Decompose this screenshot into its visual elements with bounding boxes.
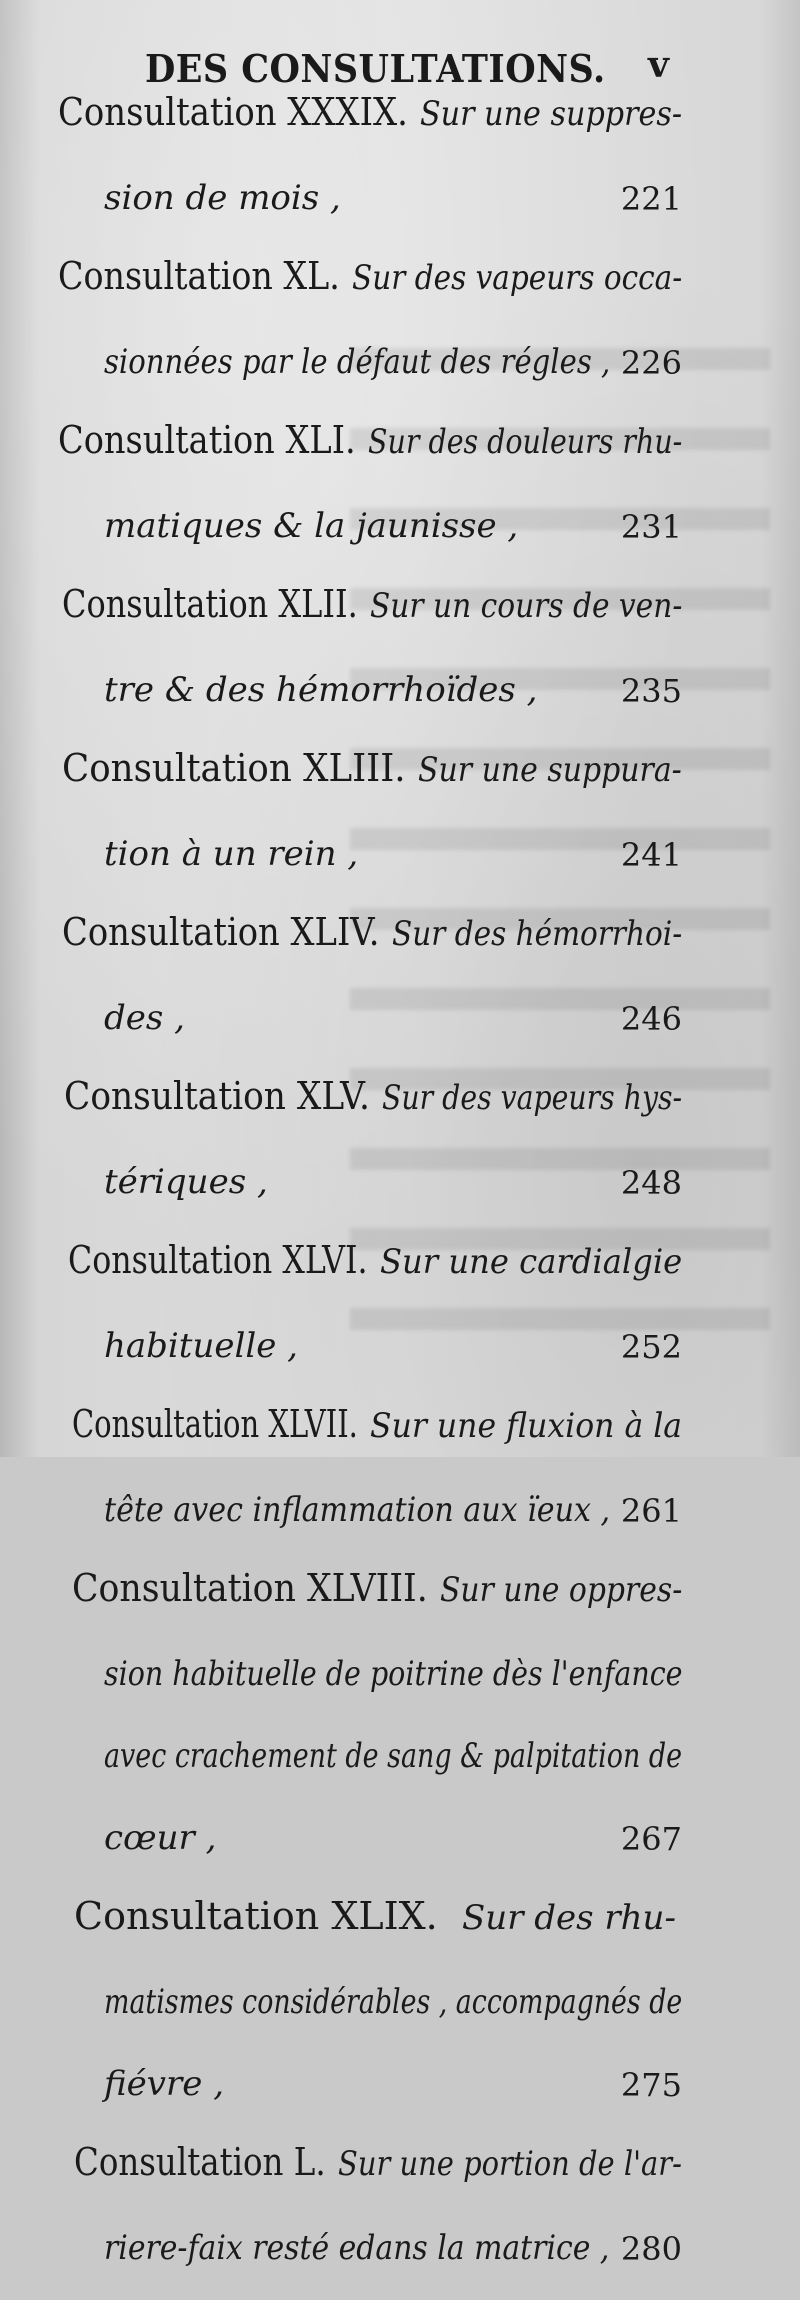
entry-continuation-line — [0, 660, 800, 742]
subject-text: habituelle , — [104, 1326, 298, 1366]
page-number: v — [648, 44, 669, 86]
subject-text: Sur une cardialgie — [380, 1242, 683, 1282]
entry-continuation-line — [0, 1644, 800, 1726]
entry-continuation-line — [0, 1152, 800, 1234]
subject-text: Sur un cours de ven- — [370, 586, 683, 626]
subject-text: tre & des hémorrhoïdes , — [104, 670, 538, 710]
entry-heading-line — [0, 1398, 800, 1480]
subject-text: tête avec inflammation aux ïeux , — [104, 1490, 611, 1530]
consultation-label: Consultation L. — [74, 2140, 326, 2184]
page-reference: 221 — [620, 180, 682, 218]
toc-entry — [0, 250, 800, 414]
subject-text: Sur des hémorrhoi- — [392, 914, 683, 954]
entry-continuation-line — [0, 496, 800, 578]
subject-text: matiques & la jaunisse , — [104, 506, 519, 546]
entry-heading-line — [0, 250, 800, 332]
entry-continuation-line — [0, 1316, 800, 1398]
entry-heading-line — [0, 86, 800, 168]
entry-continuation-line — [0, 1726, 800, 1808]
subject-text: Sur des rhu- — [462, 1898, 676, 1938]
entry-heading-line — [0, 578, 800, 660]
subject-text: matismes considérables , accompagnés de — [104, 1982, 683, 2022]
consultation-label: Consultation XLII. — [62, 582, 358, 626]
page-reference: 280 — [620, 2230, 682, 2268]
entry-heading-line — [0, 2136, 800, 2218]
page-reference: 275 — [620, 2066, 682, 2104]
subject-text: sion habituelle de poitrine dès l'enfance — [104, 1654, 683, 1694]
consultation-label: Consultation XLI. — [58, 418, 356, 462]
table-of-contents — [0, 86, 800, 2300]
toc-entry — [0, 86, 800, 250]
consultation-label: Consultation XXXIX. — [58, 90, 408, 134]
entry-heading-line — [0, 1890, 800, 1972]
toc-entry — [0, 578, 800, 742]
subject-text: riere-faix resté edans la matrice , — [104, 2228, 610, 2268]
page-reference: 241 — [620, 836, 682, 874]
toc-entry — [0, 1562, 800, 1890]
consultation-label: Consultation XLIV. — [62, 910, 380, 954]
entry-heading-line — [0, 414, 800, 496]
entry-heading-line — [0, 1234, 800, 1316]
subject-text: Sur une oppres- — [440, 1570, 683, 1610]
toc-entry — [0, 742, 800, 906]
running-title: DES CONSULTATIONS. — [145, 46, 606, 91]
subject-text: Sur une suppura- — [418, 750, 682, 790]
consultation-label: Consultation XLVII. — [72, 1402, 358, 1446]
consultation-label: Consultation XLV. — [64, 1074, 370, 1118]
subject-text: sionnées par le défaut des régles , — [104, 342, 611, 382]
page-reference: 261 — [620, 1492, 682, 1530]
consultation-label: Consultation XL. — [58, 254, 340, 298]
toc-entry — [0, 1398, 800, 1562]
subject-text: fiévre , — [104, 2064, 224, 2104]
entry-heading-line — [0, 1562, 800, 1644]
entry-continuation-line — [0, 1972, 800, 2054]
entry-continuation-line — [0, 168, 800, 250]
subject-text: Sur une fluxion à la — [370, 1406, 683, 1446]
consultation-label: Consultation XLVI. — [68, 1238, 368, 1282]
consultation-label: Consultation XLIX. — [74, 1894, 438, 1938]
toc-entry — [0, 906, 800, 1070]
consultation-label: Consultation XLIII. — [62, 746, 406, 790]
toc-entry — [0, 1234, 800, 1398]
subject-text: Sur des douleurs rhu- — [368, 422, 683, 462]
toc-entry — [0, 2136, 800, 2300]
subject-text: Sur des vapeurs occa- — [352, 258, 683, 298]
subject-text: Sur une portion de l'ar- — [338, 2144, 682, 2184]
page-reference: 267 — [620, 1820, 682, 1858]
entry-continuation-line — [0, 1808, 800, 1890]
entry-heading-line — [0, 742, 800, 824]
entry-continuation-line — [0, 2054, 800, 2136]
entry-continuation-line — [0, 2218, 800, 2300]
entry-heading-line — [0, 1070, 800, 1152]
entry-heading-line — [0, 906, 800, 988]
entry-continuation-line — [0, 988, 800, 1070]
subject-text: sion de mois , — [104, 178, 341, 218]
subject-text: Sur une suppres- — [420, 94, 683, 134]
subject-text: avec crachement de sang & palpitation de — [104, 1736, 683, 1776]
page-reference: 235 — [620, 672, 682, 710]
entry-continuation-line — [0, 824, 800, 906]
subject-text: Sur des vapeurs hys- — [382, 1078, 683, 1118]
page-reference: 226 — [620, 344, 682, 382]
page-reference: 252 — [620, 1328, 682, 1366]
toc-entry — [0, 1070, 800, 1234]
toc-entry — [0, 414, 800, 578]
page-reference: 248 — [620, 1164, 682, 1202]
consultation-label: Consultation XLVIII. — [72, 1566, 428, 1610]
page-reference: 246 — [620, 1000, 682, 1038]
entry-continuation-line — [0, 1480, 800, 1562]
subject-text: tériques , — [104, 1162, 268, 1202]
subject-text: tion à un rein , — [104, 834, 359, 874]
entry-continuation-line — [0, 332, 800, 414]
toc-entry — [0, 1890, 800, 2136]
page-reference: 231 — [620, 508, 682, 546]
subject-text: cœur , — [104, 1818, 217, 1858]
subject-text: des , — [104, 998, 185, 1038]
